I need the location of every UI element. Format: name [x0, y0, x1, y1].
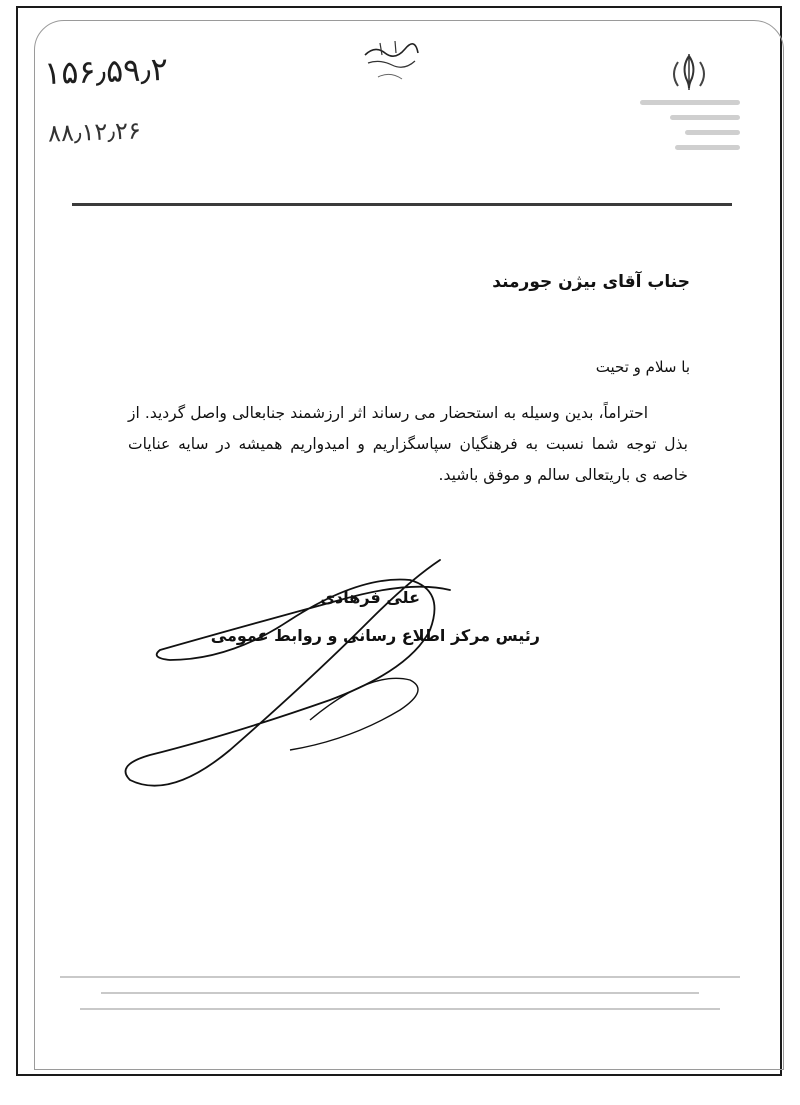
signer-title: رئیس مرکز اطلاع رسانی و روابط عمومی: [210, 626, 540, 645]
national-emblem-icon: [664, 52, 714, 92]
handwritten-signature: [110, 540, 470, 800]
recipient-line: جناب آقای بیژن جورمند: [492, 272, 690, 292]
header-divider: [72, 203, 732, 206]
letter-body-text: احتراماً، بدین وسیله به استحضار می رساند اثر ارزشمند جنابعالی واصل گردید. از بذل توجه شما نسبت به فرهنگیان سپاسگزاریم و امیدواریم همیشه در سایه عنایات خاصه ی باریتعالی سالم و موفق باشید.: [128, 404, 688, 484]
faded-letterhead-text: [640, 90, 740, 200]
greeting-line: با سلام و تحیت: [595, 358, 690, 376]
signer-name: علی فرهادی: [320, 588, 420, 607]
handwritten-date: ۸۸٫۱۲٫۲۶: [47, 116, 142, 148]
letter-body: [128, 398, 688, 491]
bismillah-calligraphy-icon: [360, 35, 420, 90]
handwritten-reference-number: ۱۵۶٫۵۹٫۲: [43, 49, 169, 93]
faded-footer: [60, 962, 740, 1042]
